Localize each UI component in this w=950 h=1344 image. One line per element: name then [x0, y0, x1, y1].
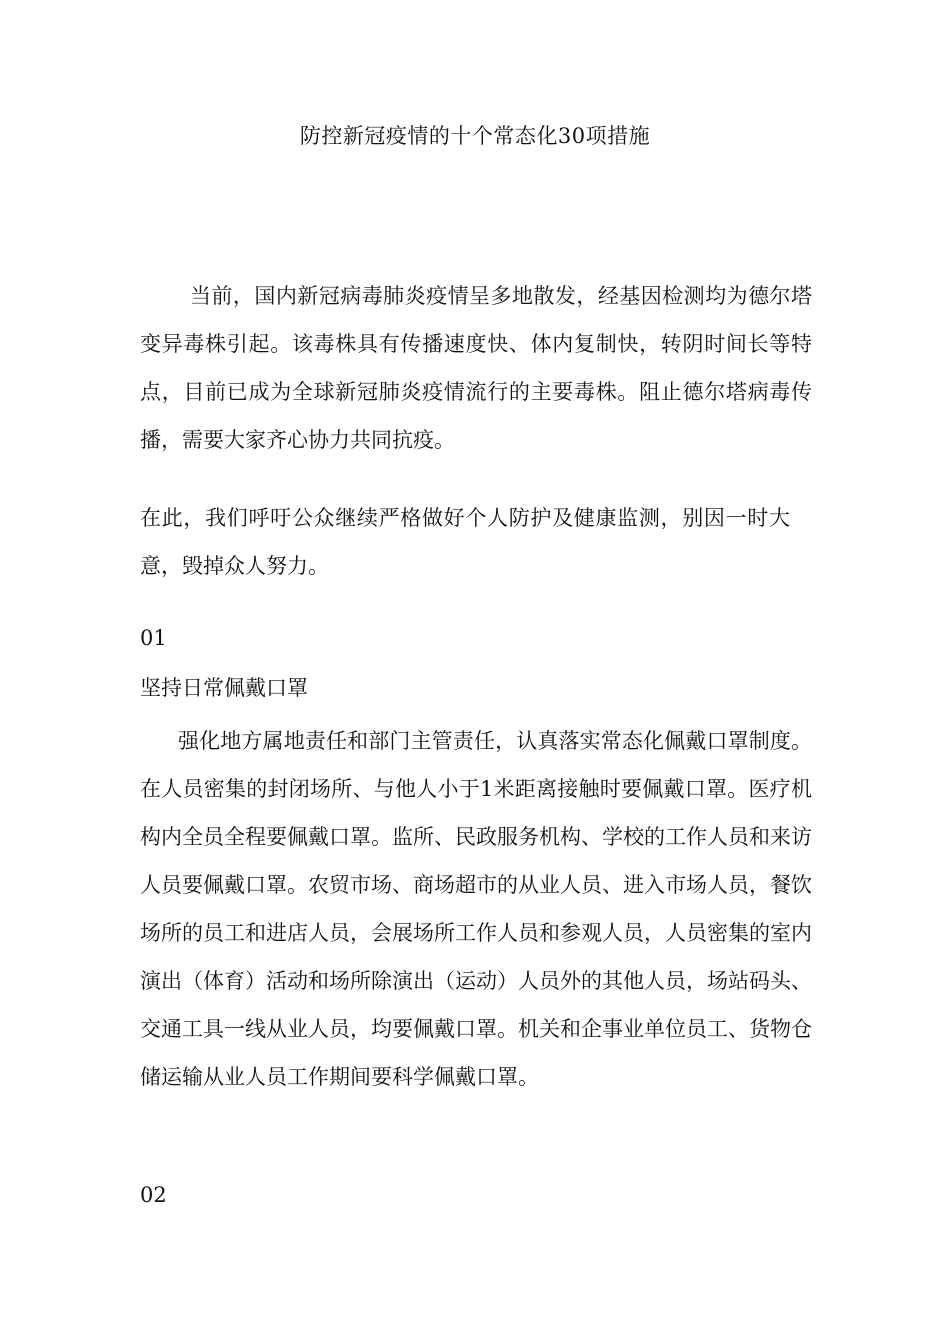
intro-paragraph: 当前，国内新冠病毒肺炎疫情呈多地散发，经基因检测均为德尔塔变异毒株引起。该毒株具有传播速度快、体内复制快，转阴时间长等特点，目前已成为全球新冠肺炎疫情流行的主要毒株。阻止德尔塔病毒传播，需要大家齐心协力共同抗疫。 [140, 284, 812, 452]
appeal-paragraph: 在此，我们呼吁公众继续严格做好个人防护及健康监测，别因一时大意，毁掉众人努力。 [140, 506, 790, 578]
section-number: 02 [140, 1183, 167, 1207]
document-title: 防控新冠疫情的十个常态化30项措施 [299, 124, 651, 148]
section-heading: 坚持日常佩戴口罩 [140, 676, 308, 700]
section-body: 强化地方属地责任和部门主管责任，认真落实常态化佩戴口罩制度。在人员密集的封闭场所、与他人小于1米距离接触时要佩戴口罩。医疗机构内全员全程要佩戴口罩。监所、民政服务机构、学校的工作人员和来访人员要佩戴口罩。农贸市场、商场超市的从业人员、进入市场人员，餐饮场所的员工和进店人员，会展场所工作人员和参观人员，人员密集的室内演出（体育）活动和场所除演出（运动）人员外的其他人员，场站码头、交通工具一线从业人员，均要佩戴口罩。机关和企事业单位员工、货物仓储运输从业人员工作期间要科学佩戴口罩。 [140, 729, 812, 1089]
section-number: 01 [140, 626, 167, 650]
